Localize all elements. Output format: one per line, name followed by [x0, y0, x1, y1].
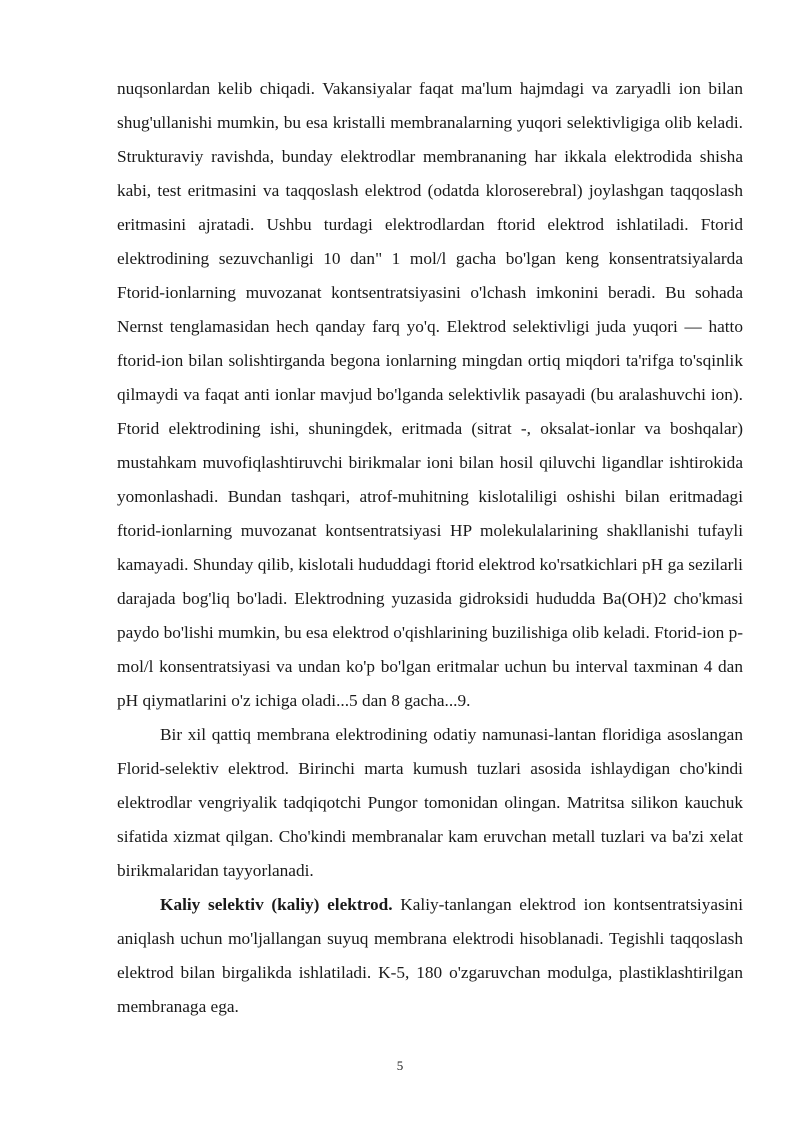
paragraph-fluoride-electrode: nuqsonlardan kelib chiqadi. Vakansiyalar faqat ma'lum hajmdagi va zaryadli ion bilan shug'ullanishi mumkin, bu esa kristalli membranalarning yuqori selektivligiga olib keladi. Strukturaviy ravishda, bunday elektrodlar membrananing har ikkala elektrodida shisha kabi, test eritmasini va taqqoslash elektrod (odatda kloroserebral) joylashgan taqqoslash eritmasini ajratadi. Ushbu turdagi elektrodlardan ftorid elektrod ishlatiladi. Ftorid elektrodining sezuvchanligi 10 dan" 1 mol/l gacha bo'lgan keng konsentratsiyalarda Ftorid-ionlarning muvozanat kontsentratsiyasini o'lchash imkonini beradi. Bu sohada Nernst tenglamasidan hech qanday farq yo'q. Elektrod selektivligi juda yuqori — hatto ftorid-ion bilan solishtirganda begona ionlarning mingdan ortiq miqdori ta'rifga to'sqinlik qilmaydi va faqat anti ionlar mavjud bo'lganda selektivlik pasayadi (bu aralashuvchi ion). Ftorid elektrodining ishi, shuningdek, eritmada (sitrat -, oksalat-ionlar va boshqalar) mustahkam muvofiqlashtiruvchi birikmalar ioni bilan hosil qiluvchi ligandlar ishtirokida yomonlashadi. Bundan tashqari, atrof-muhitning kislotaliligi oshishi bilan eritmadagi ftorid-ionlarning muvozanat kontsentratsiyasi HP molekulalarining shakllanishi tufayli kamayadi. Shunday qilib, kislotali hududdagi ftorid elektrod ko'rsatkichlari pH ga sezilarli darajada bog'liq bo'ladi. Elektrodning yuzasida gidroksidi hududda Ba(OH)2 cho'kmasi paydo bo'lishi mumkin, bu esa elektrod o'qishlarining buzilishiga olib keladi. Ftorid-ion p-mol/l konsentratsiyasi va undan ko'p bo'lgan eritmalar uchun bu interval taxminan 4 dan pH qiymatlarini o'z ichiga oladi...5 dan 8 gacha...9.: [117, 79, 743, 710]
page-number: 5: [396, 1058, 404, 1073]
document-page: [117, 72, 743, 1024]
section-heading-potassium-electrode: Kaliy selektiv (kaliy) elektrod.: [160, 895, 393, 914]
paragraph-potassium-text: Kaliy-tanlangan elektrod ion kontsentratsiyasini aniqlash uchun mo'ljallangan suyuq membrana elektrodi hisoblanadi. Tegishli taqqoslash elektrod bilan birgalikda ishlatiladi. K-5, 180 o'zgaruvchan modulga, plastiklashtirilgan membranaga ega.: [117, 895, 743, 1016]
paragraph-solid-membrane: Bir xil qattiq membrana elektrodining odatiy namunasi-lantan floridiga asoslangan Florid-selektiv elektrod. Birinchi marta kumush tuzlari asosida ishlaydigan cho'kindi elektrodlar vengriyalik tadqiqotchi Pungor tomonidan olingan. Matritsa silikon kauchuk sifatida xizmat qilgan. Cho'kindi membranalar kam eruvchan metall tuzlari va ba'zi xelat birikmalaridan tayyorlanadi.: [117, 725, 743, 880]
paragraph-potassium-electrode: [117, 888, 743, 1024]
